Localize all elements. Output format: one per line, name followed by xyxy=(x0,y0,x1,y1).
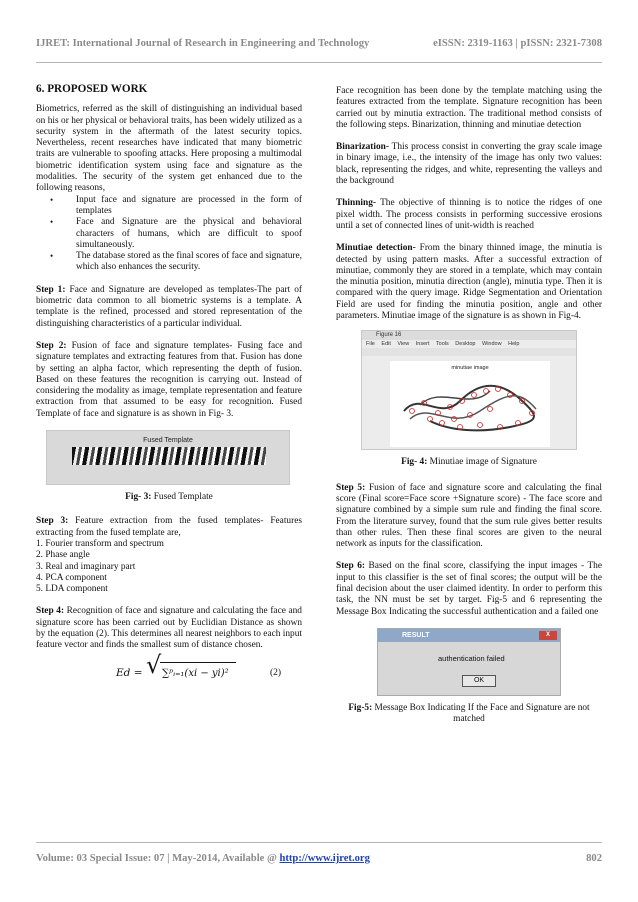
step-label: Step 3: xyxy=(36,516,69,527)
page-footer xyxy=(36,853,602,864)
figure-inner-title: Fused Template xyxy=(143,437,193,445)
page-number: 802 xyxy=(586,853,602,864)
right-column xyxy=(336,70,602,726)
figure-menu-bar: File Edit View Insert Tools Desktop Window Help xyxy=(366,341,520,348)
left-column xyxy=(36,70,302,692)
message-box-title: RESULT X xyxy=(378,629,560,642)
footer-rule xyxy=(36,842,602,843)
minutiae-plot xyxy=(390,361,550,447)
list-item: 1. Fourier transform and spectrum xyxy=(36,538,164,549)
ok-button: OK xyxy=(462,675,496,687)
recognition-paragraph: Face recognition has been done by the template matching using the features extracted from the template. Signature recognition has been carried out by minutia extraction. The traditional method consists of the following steps. Binarization, thinning and minutiae detection xyxy=(336,86,602,130)
step-3: Step 3: Feature extraction from the fused templates- Features extracting from the fused template are, xyxy=(36,516,302,538)
list-item: • Face and Signature are the physical and behavioral characters of humans, which are difficult to spoof simultaneously. xyxy=(68,217,302,251)
fused-template-figure xyxy=(46,430,290,485)
journal-link[interactable]: http://www.ijret.org xyxy=(279,853,370,864)
figure-caption: Fig- 3: Fused Template xyxy=(125,492,213,503)
figure-caption: Fig-5: Message Box Indicating If the Face and Signature are not matched xyxy=(348,702,590,725)
step-2: Step 2: Fusion of face and signature templates- Fusing face and signature templates and extracting features from that. Fusion has done by setting an alpha factor, which representing the depth of fusion. Based on these features the recognition is carrying out. Instead of considering the modality as image, template representation and feature extraction from that assumed to be easy for recognition. Fused Template of face and signature is as shown in Fig- 3. xyxy=(36,340,302,419)
step-label: Step 2: xyxy=(36,340,67,351)
list-item: 4. PCA component xyxy=(36,572,107,583)
issn: eISSN: 2319-1163 | pISSN: 2321-7308 xyxy=(433,38,602,49)
minutiae-paragraph: Minutiae detection- From the binary thinned image, the minutia is detected by using pattern masks. After a successful extraction of minutiae, commonly they are stored in a template, which may contain the minutia position, minutia direction (angle), minutia type. Then it is compared with the query image. Ridge Segmentation and Orientation Field are used for finding the minutia position, angle and other parameters. Minutiae image of the signature is as shown in Fig-4. xyxy=(336,243,603,322)
list-item: 3. Real and imaginary part xyxy=(36,561,136,572)
euclidean-equation xyxy=(36,650,302,692)
intro-paragraph: Biometrics, referred as the skill of distinguishing an individual based on his or her physical or behavioral traits, has been widely utilized as a security system in the aftermath of the latest security topics. Nevertheless, recent researches have indicated that many biometric traits are vulnerable to spoofing attacks. Here proposing a multimodal biometric identification system using face and signature as the modalities. The security of the system get enhanced due to the following reasons, xyxy=(36,104,302,194)
plot-title: minutiae image xyxy=(451,365,489,372)
minutiae-figure xyxy=(361,330,577,450)
step-4: Step 4: Recognition of face and signature and calculating the face and signature score has been carried out by Euclidian Distance as shown by the equation (2). This determines all nearest neighbors to each input feature vector and finds the smallest sum of distance chosen. xyxy=(36,606,302,651)
list-item: 5. LDA component xyxy=(36,584,108,595)
equation-number: (2) xyxy=(270,667,282,678)
list-item: • Input face and signature are processed in the form of templates xyxy=(68,195,302,218)
reasons-list xyxy=(68,195,302,274)
message-text: authentication failed xyxy=(438,653,505,663)
journal-name: IJRET: International Journal of Research in Engineering and Technology xyxy=(36,38,370,49)
features-list xyxy=(36,539,302,595)
radical-bar xyxy=(160,662,236,663)
header-rule xyxy=(36,62,602,63)
fused-template-image xyxy=(72,447,266,465)
figure-window-title: Figure 16 xyxy=(362,331,576,340)
step-5: Step 5: Fusion of face and signature score and calculating the final score (Final score=Face score +Signature score) - The face score and signature combined by a simple sum rule and finding the final score. From the literature survey, found that the sum rule gives better results than other rules. Then these final scores are given to the neural network as inputs for the classification. xyxy=(336,482,602,550)
volume-info: Volume: 03 Special Issue: 07 | May-2014, Available @ http://www.ijret.org xyxy=(36,853,370,864)
list-item: • The database stored as the final scores of face and signature, which also enhances the security. xyxy=(68,251,302,274)
step-6: Step 6: Based on the final score, classifying the input images - The input to this classifier is the set of final scores; the output will be the final decision about the user claimed identity. In order to perform this task, the NN must be set by target. Fig-5 and 6 representing the Message Box Indicating the successful authentication and a failed one xyxy=(336,561,602,617)
equation-lhs: Ed = xyxy=(116,666,143,679)
thinning-paragraph: Thinning- The objective of thinning is to notice the ridges of one pixel width. The process consists in performing successive erosions until a set of connected lines of unit-width is reached xyxy=(336,198,602,231)
radical-sign: √ xyxy=(146,650,162,679)
binarization-paragraph: Binarization- This process consist in converting the gray scale image in binary image, i.e., the intensity of the image has only two values: black, representing the ridges, and white, representing the valleys and the background xyxy=(336,142,602,187)
close-icon: X xyxy=(539,631,557,640)
step-1: Step 1: Face and Signature are developed as templates-The part of biometric data common to all biometric systems is a template. A template is the refined, processed and stored representation of the distinguishing characteristics of a particular individual. xyxy=(36,284,302,329)
step-label: Step 4: xyxy=(36,606,65,617)
section-title: 6. PROPOSED WORK xyxy=(36,83,148,95)
step-label: Step 5: xyxy=(336,482,366,493)
step-label: Step 6: xyxy=(336,561,365,572)
figure-caption: Fig- 4: Minutiae image of Signature xyxy=(401,457,537,468)
list-item: 2. Phase angle xyxy=(36,550,90,561)
page-header xyxy=(36,38,602,49)
figure-toolbar xyxy=(362,348,576,356)
equation-rhs: ∑ᵖᵢ₌₁(xi − yi)² xyxy=(162,667,229,679)
result-message-box-figure xyxy=(377,628,561,696)
step-label: Step 1: xyxy=(36,284,66,295)
